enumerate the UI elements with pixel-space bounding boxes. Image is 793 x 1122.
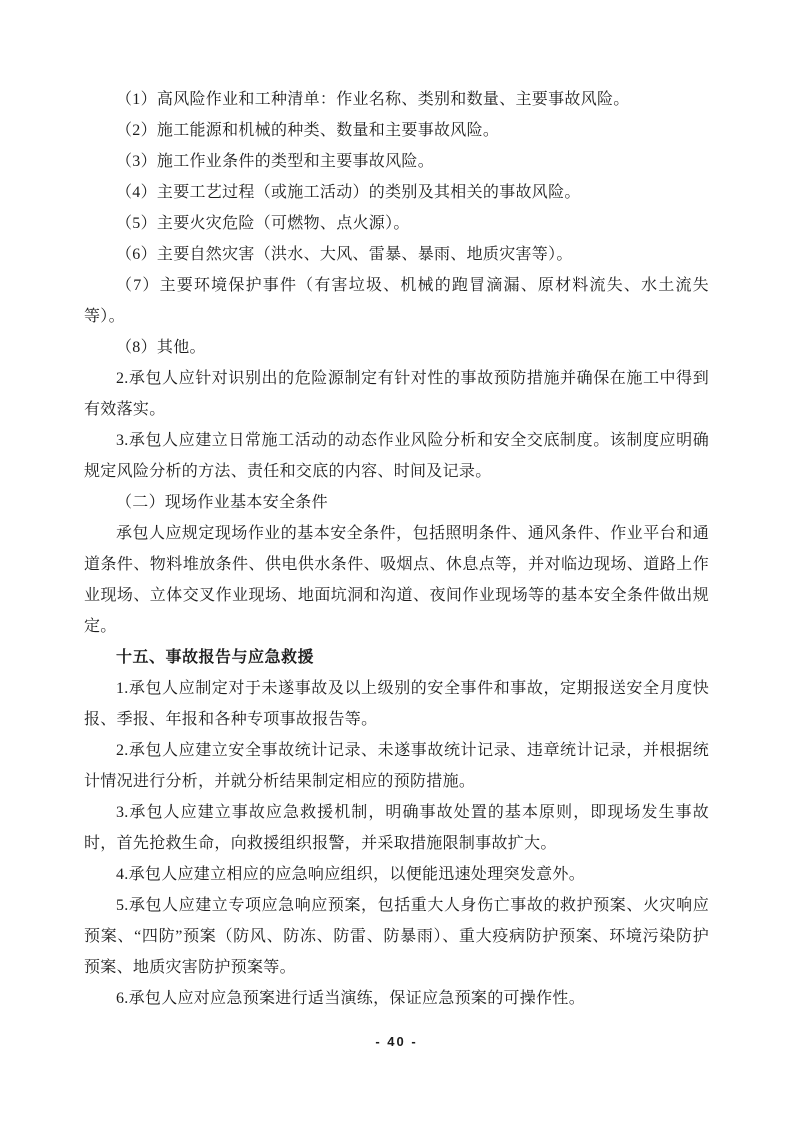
list-item-4: （4）主要工艺过程（或施工活动）的类别及其相关的事故风险。 <box>116 184 581 201</box>
paragraph-report-2: 2.承包人应建立安全事故统计记录、未遂事故统计记录、违章统计记录，并根据统计情况进行分析，并就分析结果制定相应的预防措施。 <box>84 742 709 790</box>
paragraph-report-6: 6.承包人应对应急预案进行适当演练，保证应急预案的可操作性。 <box>116 990 586 1007</box>
paragraph-report-4: 4.承包人应建立相应的应急响应组织，以便能迅速处理突发意外。 <box>116 866 586 883</box>
list-item-5: （5）主要火灾危险（可燃物、点火源）。 <box>116 215 410 232</box>
page-footer <box>0 1033 793 1051</box>
page-number: - 40 - <box>375 1034 418 1049</box>
paragraph-report-5: 5.承包人应建立专项应急响应预案，包括重大人身伤亡事故的救护预案、火灾响应预案、“四防”预案（防风、防冻、防雷、防暴雨）、重大疫病防护预案、环境污染防护预案、地质灾害防护预案等。 <box>84 897 709 976</box>
list-item-3: （3）施工作业条件的类型和主要事故风险。 <box>116 153 435 170</box>
document-body <box>84 84 709 1014</box>
list-item-6: （6）主要自然灾害（洪水、大风、雷暴、暴雨、地质灾害等）。 <box>116 246 573 263</box>
list-item-7: （7）主要环境保护事件（有害垃圾、机械的跑冒滴漏、原材料流失、水土流失等）。 <box>84 277 709 325</box>
paragraph-site-conditions: 承包人应规定现场作业的基本安全条件，包括照明条件、通风条件、作业平台和通道条件、物料堆放条件、供电供水条件、吸烟点、休息点等，并对临边现场、道路上作业现场、立体交叉作业现场、地面坑洞和沟道、夜间作业现场等的基本安全条件做出规定。 <box>84 525 709 635</box>
paragraph-2: 2.承包人应针对识别出的危险源制定有针对性的事故预防措施并确保在施工中得到有效落实。 <box>84 370 709 418</box>
list-item-2: （2）施工能源和机械的种类、数量和主要事故风险。 <box>116 122 500 139</box>
list-item-8: （8）其他。 <box>116 339 206 356</box>
paragraph-3: 3.承包人应建立日常施工活动的动态作业风险分析和安全交底制度。该制度应明确规定风险分析的方法、责任和交底的内容、时间及记录。 <box>84 432 709 480</box>
subsection-title: （二）现场作业基本安全条件 <box>116 494 328 511</box>
list-item-1: （1）高风险作业和工种清单：作业名称、类别和数量、主要事故风险。 <box>116 91 630 108</box>
paragraph-report-3: 3.承包人应建立事故应急救援机制，明确事故处置的基本原则，即现场发生事故时，首先抢救生命，向救援组织报警，并采取措施限制事故扩大。 <box>84 804 709 852</box>
section-heading: 十五、事故报告与应急救援 <box>116 649 315 666</box>
paragraph-report-1: 1.承包人应制定对于未遂事故及以上级别的安全事件和事故，定期报送安全月度快报、季报、年报和各种专项事故报告等。 <box>84 680 709 728</box>
